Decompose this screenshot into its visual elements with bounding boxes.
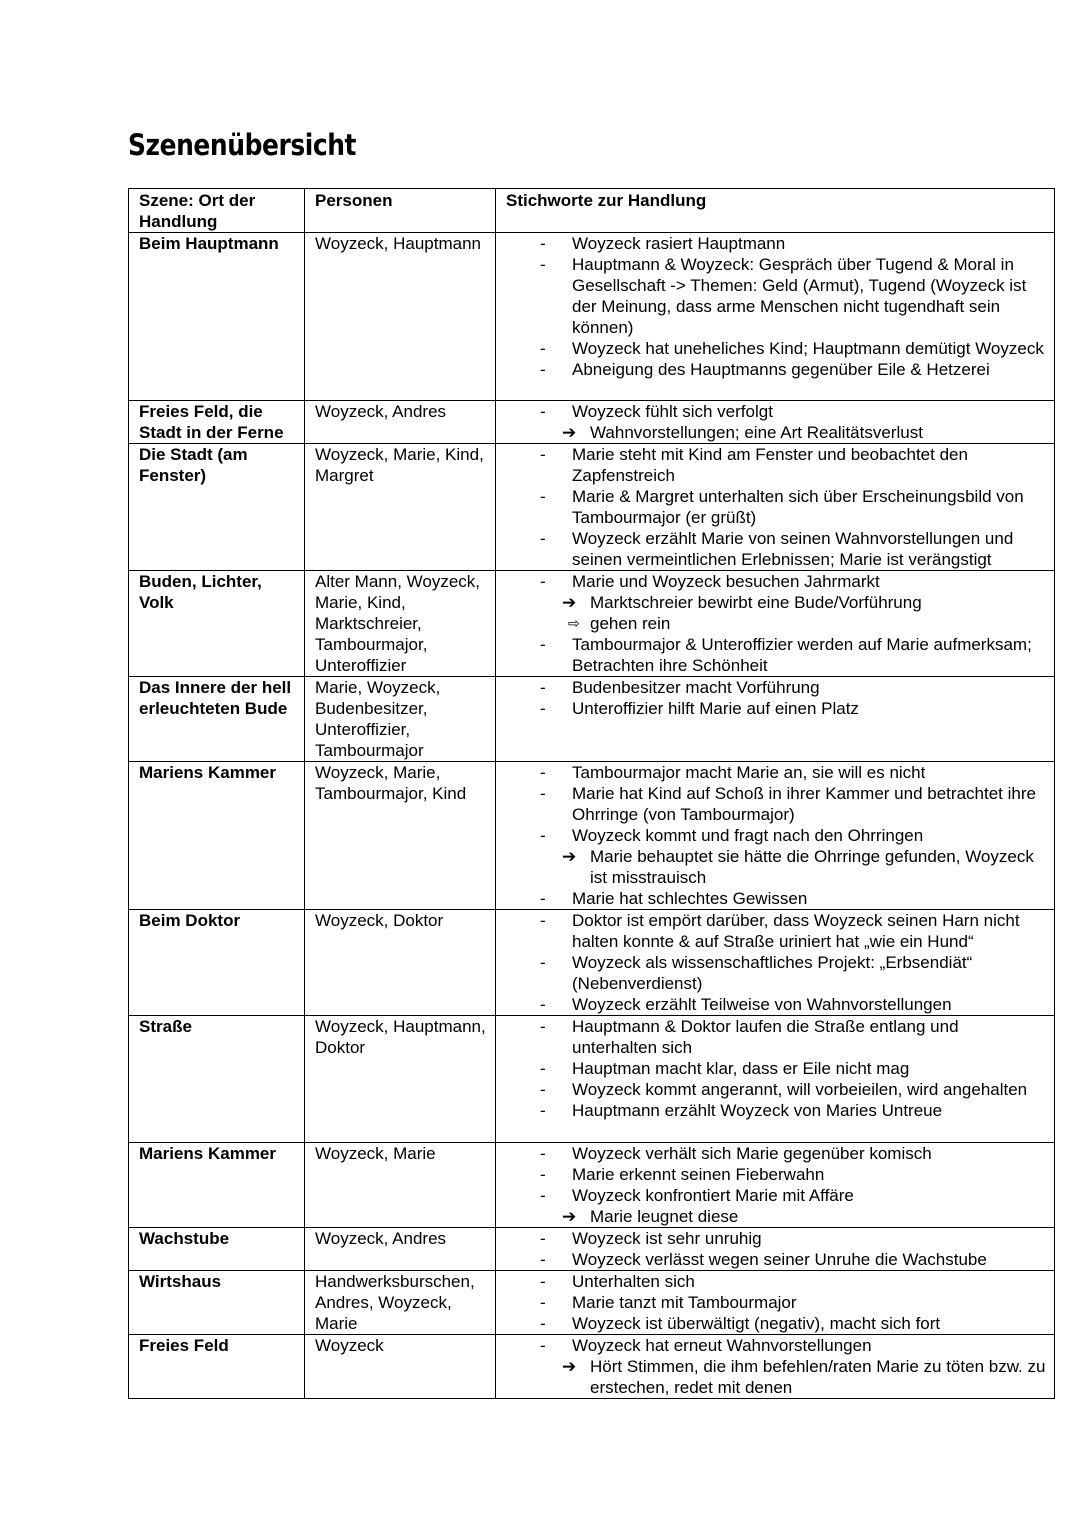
note-item: - Woyzeck ist überwältigt (negativ), macht sich fort: [506, 1313, 1046, 1334]
scene-persons: Woyzeck, Hauptmann, Doktor: [305, 1016, 496, 1143]
note-item: ➔ Marktschreier bewirbt eine Bude/Vorführung: [506, 592, 1046, 613]
scene-location: Freies Feld, die Stadt in der Ferne: [129, 401, 305, 444]
note-item: - Woyzeck hat erneut Wahnvorstellungen: [506, 1335, 1046, 1356]
table-row: [129, 571, 1055, 677]
notes-list: [506, 444, 1046, 570]
table-row: [129, 1228, 1055, 1271]
note-item: - Woyzeck als wissenschaftliches Projekt: „Erbsendiät“ (Nebenverdienst): [506, 952, 1046, 994]
notes-list: [506, 233, 1046, 380]
notes-list: [506, 1271, 1046, 1334]
note-item: - Woyzeck konfrontiert Marie mit Affäre: [506, 1185, 1046, 1206]
table-row: [129, 910, 1055, 1016]
table-row: [129, 233, 1055, 401]
note-item: - Marie steht mit Kind am Fenster und beobachtet den Zapfenstreich: [506, 444, 1046, 486]
page-title: Szenenübersicht: [128, 128, 357, 162]
scene-notes: [496, 571, 1055, 677]
note-item: - Hauptmann & Woyzeck: Gespräch über Tugend & Moral in Gesellschaft -> Themen: Geld (Armut), Tugend (Woyzeck ist der Meinung, dass arme Menschen nicht tugendhaft sein können): [506, 254, 1046, 338]
note-item: ➔ Hört Stimmen, die ihm befehlen/raten Marie zu töten bzw. zu erstechen, redet mit denen: [506, 1356, 1046, 1398]
table-row: [129, 1335, 1055, 1399]
scene-notes: [496, 1228, 1055, 1271]
note-item: - Budenbesitzer macht Vorführung: [506, 677, 1046, 698]
scene-location: Mariens Kammer: [129, 762, 305, 910]
scene-persons: Marie, Woyzeck, Budenbesitzer, Unteroffizier, Tambourmajor: [305, 677, 496, 762]
scene-location: Straße: [129, 1016, 305, 1143]
table-row: [129, 444, 1055, 571]
scene-notes: [496, 910, 1055, 1016]
scene-location: Das Innere der hell erleuchteten Bude: [129, 677, 305, 762]
scene-overview-table: [128, 188, 1055, 1399]
header-handlung: Stichworte zur Handlung: [496, 189, 1055, 233]
scene-persons: Woyzeck, Marie: [305, 1143, 496, 1228]
scene-persons: Woyzeck: [305, 1335, 496, 1399]
scene-location: Wirtshaus: [129, 1271, 305, 1335]
notes-list: [506, 762, 1046, 909]
note-item: - Woyzeck verhält sich Marie gegenüber komisch: [506, 1143, 1046, 1164]
scene-persons: Handwerksburschen, Andres, Woyzeck, Marie: [305, 1271, 496, 1335]
note-item: - Hauptmann erzählt Woyzeck von Maries Untreue: [506, 1100, 1046, 1121]
scene-notes: [496, 233, 1055, 401]
note-item: - Hauptmann & Doktor laufen die Straße entlang und unterhalten sich: [506, 1016, 1046, 1058]
note-item: - Marie erkennt seinen Fieberwahn: [506, 1164, 1046, 1185]
table-row: [129, 762, 1055, 910]
table-header-row: [129, 189, 1055, 233]
scene-persons: Woyzeck, Andres: [305, 1228, 496, 1271]
scene-location: Buden, Lichter, Volk: [129, 571, 305, 677]
note-item: ➔ Wahnvorstellungen; eine Art Realitätsverlust: [506, 422, 1046, 443]
note-item: - Woyzeck erzählt Marie von seinen Wahnvorstellungen und seinen vermeintlichen Erlebnissen; Marie ist verängstigt: [506, 528, 1046, 570]
scene-location: Freies Feld: [129, 1335, 305, 1399]
scene-persons: Woyzeck, Marie, Tambourmajor, Kind: [305, 762, 496, 910]
note-item: - Woyzeck ist sehr unruhig: [506, 1228, 1046, 1249]
note-item: - Abneigung des Hauptmanns gegenüber Eile & Hetzerei: [506, 359, 1046, 380]
note-item: - Marie und Woyzeck besuchen Jahrmarkt: [506, 571, 1046, 592]
scene-location: Wachstube: [129, 1228, 305, 1271]
table-row: [129, 1271, 1055, 1335]
scene-notes: [496, 1335, 1055, 1399]
note-item: - Marie hat schlechtes Gewissen: [506, 888, 1046, 909]
scene-location: Beim Doktor: [129, 910, 305, 1016]
scene-location: Beim Hauptmann: [129, 233, 305, 401]
note-item: - Woyzeck kommt und fragt nach den Ohrringen: [506, 825, 1046, 846]
scene-persons: Woyzeck, Andres: [305, 401, 496, 444]
table-row: [129, 1143, 1055, 1228]
notes-list: [506, 1016, 1046, 1121]
note-item: - Unteroffizier hilft Marie auf einen Platz: [506, 698, 1046, 719]
notes-list: [506, 1335, 1046, 1398]
scene-location: Mariens Kammer: [129, 1143, 305, 1228]
note-item: - Unterhalten sich: [506, 1271, 1046, 1292]
note-item: - Woyzeck rasiert Hauptmann: [506, 233, 1046, 254]
note-item: - Marie & Margret unterhalten sich über Erscheinungsbild von Tambourmajor (er grüßt): [506, 486, 1046, 528]
scene-notes: [496, 762, 1055, 910]
header-ort: Szene: Ort der Handlung: [129, 189, 305, 233]
notes-list: [506, 401, 1046, 443]
notes-list: [506, 677, 1046, 719]
note-item: - Woyzeck hat uneheliches Kind; Hauptmann demütigt Woyzeck: [506, 338, 1046, 359]
note-item: ⇨ gehen rein: [506, 613, 1046, 634]
scene-persons: Woyzeck, Hauptmann: [305, 233, 496, 401]
scene-notes: [496, 677, 1055, 762]
scene-persons: Woyzeck, Marie, Kind, Margret: [305, 444, 496, 571]
notes-list: [506, 1228, 1046, 1270]
note-item: - Doktor ist empört darüber, dass Woyzeck seinen Harn nicht halten konnte & auf Straße uriniert hat „wie ein Hund“: [506, 910, 1046, 952]
notes-list: [506, 1143, 1046, 1227]
scene-notes: [496, 401, 1055, 444]
scene-notes: [496, 1016, 1055, 1143]
notes-list: [506, 910, 1046, 1015]
note-item: - Woyzeck verlässt wegen seiner Unruhe die Wachstube: [506, 1249, 1046, 1270]
scene-notes: [496, 1143, 1055, 1228]
scene-persons: Alter Mann, Woyzeck, Marie, Kind, Marktschreier, Tambourmajor, Unteroffizier: [305, 571, 496, 677]
table-row: [129, 677, 1055, 762]
notes-list: [506, 571, 1046, 676]
note-item: - Tambourmajor macht Marie an, sie will es nicht: [506, 762, 1046, 783]
scene-persons: Woyzeck, Doktor: [305, 910, 496, 1016]
header-personen: Personen: [305, 189, 496, 233]
note-item: - Marie hat Kind auf Schoß in ihrer Kammer und betrachtet ihre Ohrringe (von Tambourmajor): [506, 783, 1046, 825]
scene-notes: [496, 1271, 1055, 1335]
scene-notes: [496, 444, 1055, 571]
note-item: ➔ Marie leugnet diese: [506, 1206, 1046, 1227]
note-item: - Woyzeck fühlt sich verfolgt: [506, 401, 1046, 422]
note-item: - Tambourmajor & Unteroffizier werden auf Marie aufmerksam; Betrachten ihre Schönheit: [506, 634, 1046, 676]
note-item: - Hauptman macht klar, dass er Eile nicht mag: [506, 1058, 1046, 1079]
note-item: - Marie tanzt mit Tambourmajor: [506, 1292, 1046, 1313]
note-item: - Woyzeck kommt angerannt, will vorbeieilen, wird angehalten: [506, 1079, 1046, 1100]
note-item: - Woyzeck erzählt Teilweise von Wahnvorstellungen: [506, 994, 1046, 1015]
note-item: ➔ Marie behauptet sie hätte die Ohrringe gefunden, Woyzeck ist misstrauisch: [506, 846, 1046, 888]
table-row: [129, 401, 1055, 444]
scene-location: Die Stadt (am Fenster): [129, 444, 305, 571]
table-row: [129, 1016, 1055, 1143]
